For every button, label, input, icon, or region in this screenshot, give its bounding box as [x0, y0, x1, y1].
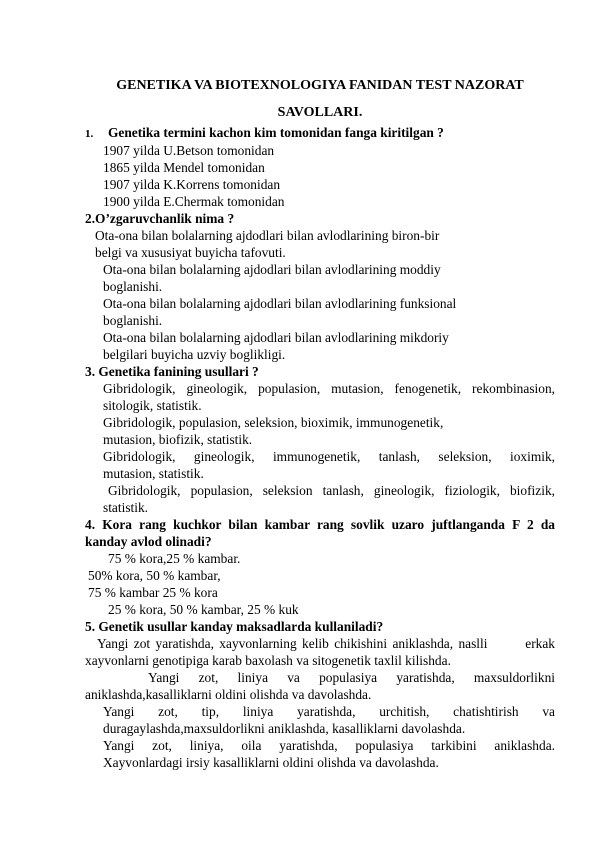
answer-option: 50% kora, 50 % kambar, — [88, 568, 221, 583]
question-4: 4. Kora rang kuchkor bilan kambar rang sovlik uzaro juftlanganda F 2 da — [85, 517, 555, 532]
answer-option-continued: duragaylashda,maxsuldorlikni aniklashda, kasalliklarni davolashda. — [103, 721, 466, 736]
question-number: 1. — [85, 128, 94, 140]
answer-option: 75 % kora,25 % kambar. — [108, 551, 241, 566]
answer-option-continued: belgi va xususiyat buyicha tafovuti. — [95, 245, 286, 260]
question-3: 3. Genetika fanining usullari ? — [85, 364, 259, 379]
answer-option-continued: mutasion, statistik. — [103, 466, 204, 481]
answer-option-continued: sitologik, statistik. — [103, 398, 202, 413]
answer-option: 1865 yilda Mendel tomonidan — [103, 160, 265, 175]
answer-option: Yangi zot yaratishda, xayvonlarning kelib chikishini aniklashda, naslli erkak — [97, 636, 555, 651]
answer-option-continued: boglanishi. — [103, 313, 163, 328]
question-4-continued: kanday avlod olinadi? — [85, 534, 212, 549]
question-5: 5. Genetik usullar kanday maksadlarda kullaniladi? — [85, 619, 384, 634]
question-1 — [85, 124, 444, 144]
answer-option: Yangi zot, liniya va populasiya yaratishda, maxsuldorlikni — [148, 670, 555, 685]
answer-option: Gibridologik, gineologik, populasion, mutasion, fenogenetik, rekombinasion, — [103, 381, 555, 396]
question-2: 2.O’zgaruvchanlik nima ? — [85, 211, 235, 226]
answer-option: Ota-ona bilan bolalarning ajdodlari bilan avlodlarining mikdoriy — [103, 330, 449, 345]
answer-option-continued: aniklashda,kasalliklarni oldini olishda va davolashda. — [85, 687, 372, 702]
answer-option: Ota-ona bilan bolalarning ajdodlari bilan avlodlarining biron-bir — [95, 228, 440, 243]
page-title: GENETIKA VA BIOTEXNOLOGIYA FANIDAN TEST NAZORAT SAVOLLARI. — [116, 78, 524, 120]
answer-option: Gibridologik, populasion, seleksion, bioximik, immunogenetik, — [103, 415, 444, 430]
answer-option-continued: boglanishi. — [103, 279, 163, 294]
answer-option: 25 % kora, 50 % kambar, 25 % kuk — [108, 602, 299, 617]
answer-option-continued: mutasion, biofizik, statistik. — [103, 432, 253, 447]
answer-option: Ota-ona bilan bolalarning ajdodlari bilan avlodlarining moddiy — [103, 262, 441, 277]
answer-option: 75 % kambar 25 % kora — [88, 585, 218, 600]
answer-option-continued: xayvonlarni genotipiga karab baxolash va sitogenetik taxlil kilishda. — [85, 653, 451, 668]
answer-option: Gibridologik, gineologik, immunogenetik, tanlash, seleksion, ioximik, — [103, 449, 555, 464]
answer-option: 1907 yilda U.Betson tomonidan — [103, 143, 275, 158]
answer-option: Ota-ona bilan bolalarning ajdodlari bilan avlodlarining funksional — [103, 296, 457, 311]
answer-option: 1907 yilda K.Korrens tomonidan — [103, 177, 281, 192]
answer-option-continued: statistik. — [103, 500, 149, 515]
answer-option-continued: Xayvonlardagi irsiy kasalliklarni oldini olishda va davolashda. — [103, 755, 439, 770]
question-text: Genetika termini kachon kim tomonidan fanga kiritilgan ? — [107, 125, 444, 140]
answer-option: 1900 yilda E.Chermak tomonidan — [103, 194, 285, 209]
answer-option: Yangi zot, tip, liniya yaratishda, urchitish, chatishtirish va — [103, 704, 555, 719]
answer-option: Yangi zot, liniya, oila yaratishda, populasiya tarkibini aniklashda. — [103, 738, 555, 753]
answer-option-continued: belgilari buyicha uzviy boglikligi. — [103, 347, 286, 362]
answer-option: Gibridologik, populasion, seleksion tanlash, gineologik, fiziologik, biofizik, — [108, 483, 555, 498]
